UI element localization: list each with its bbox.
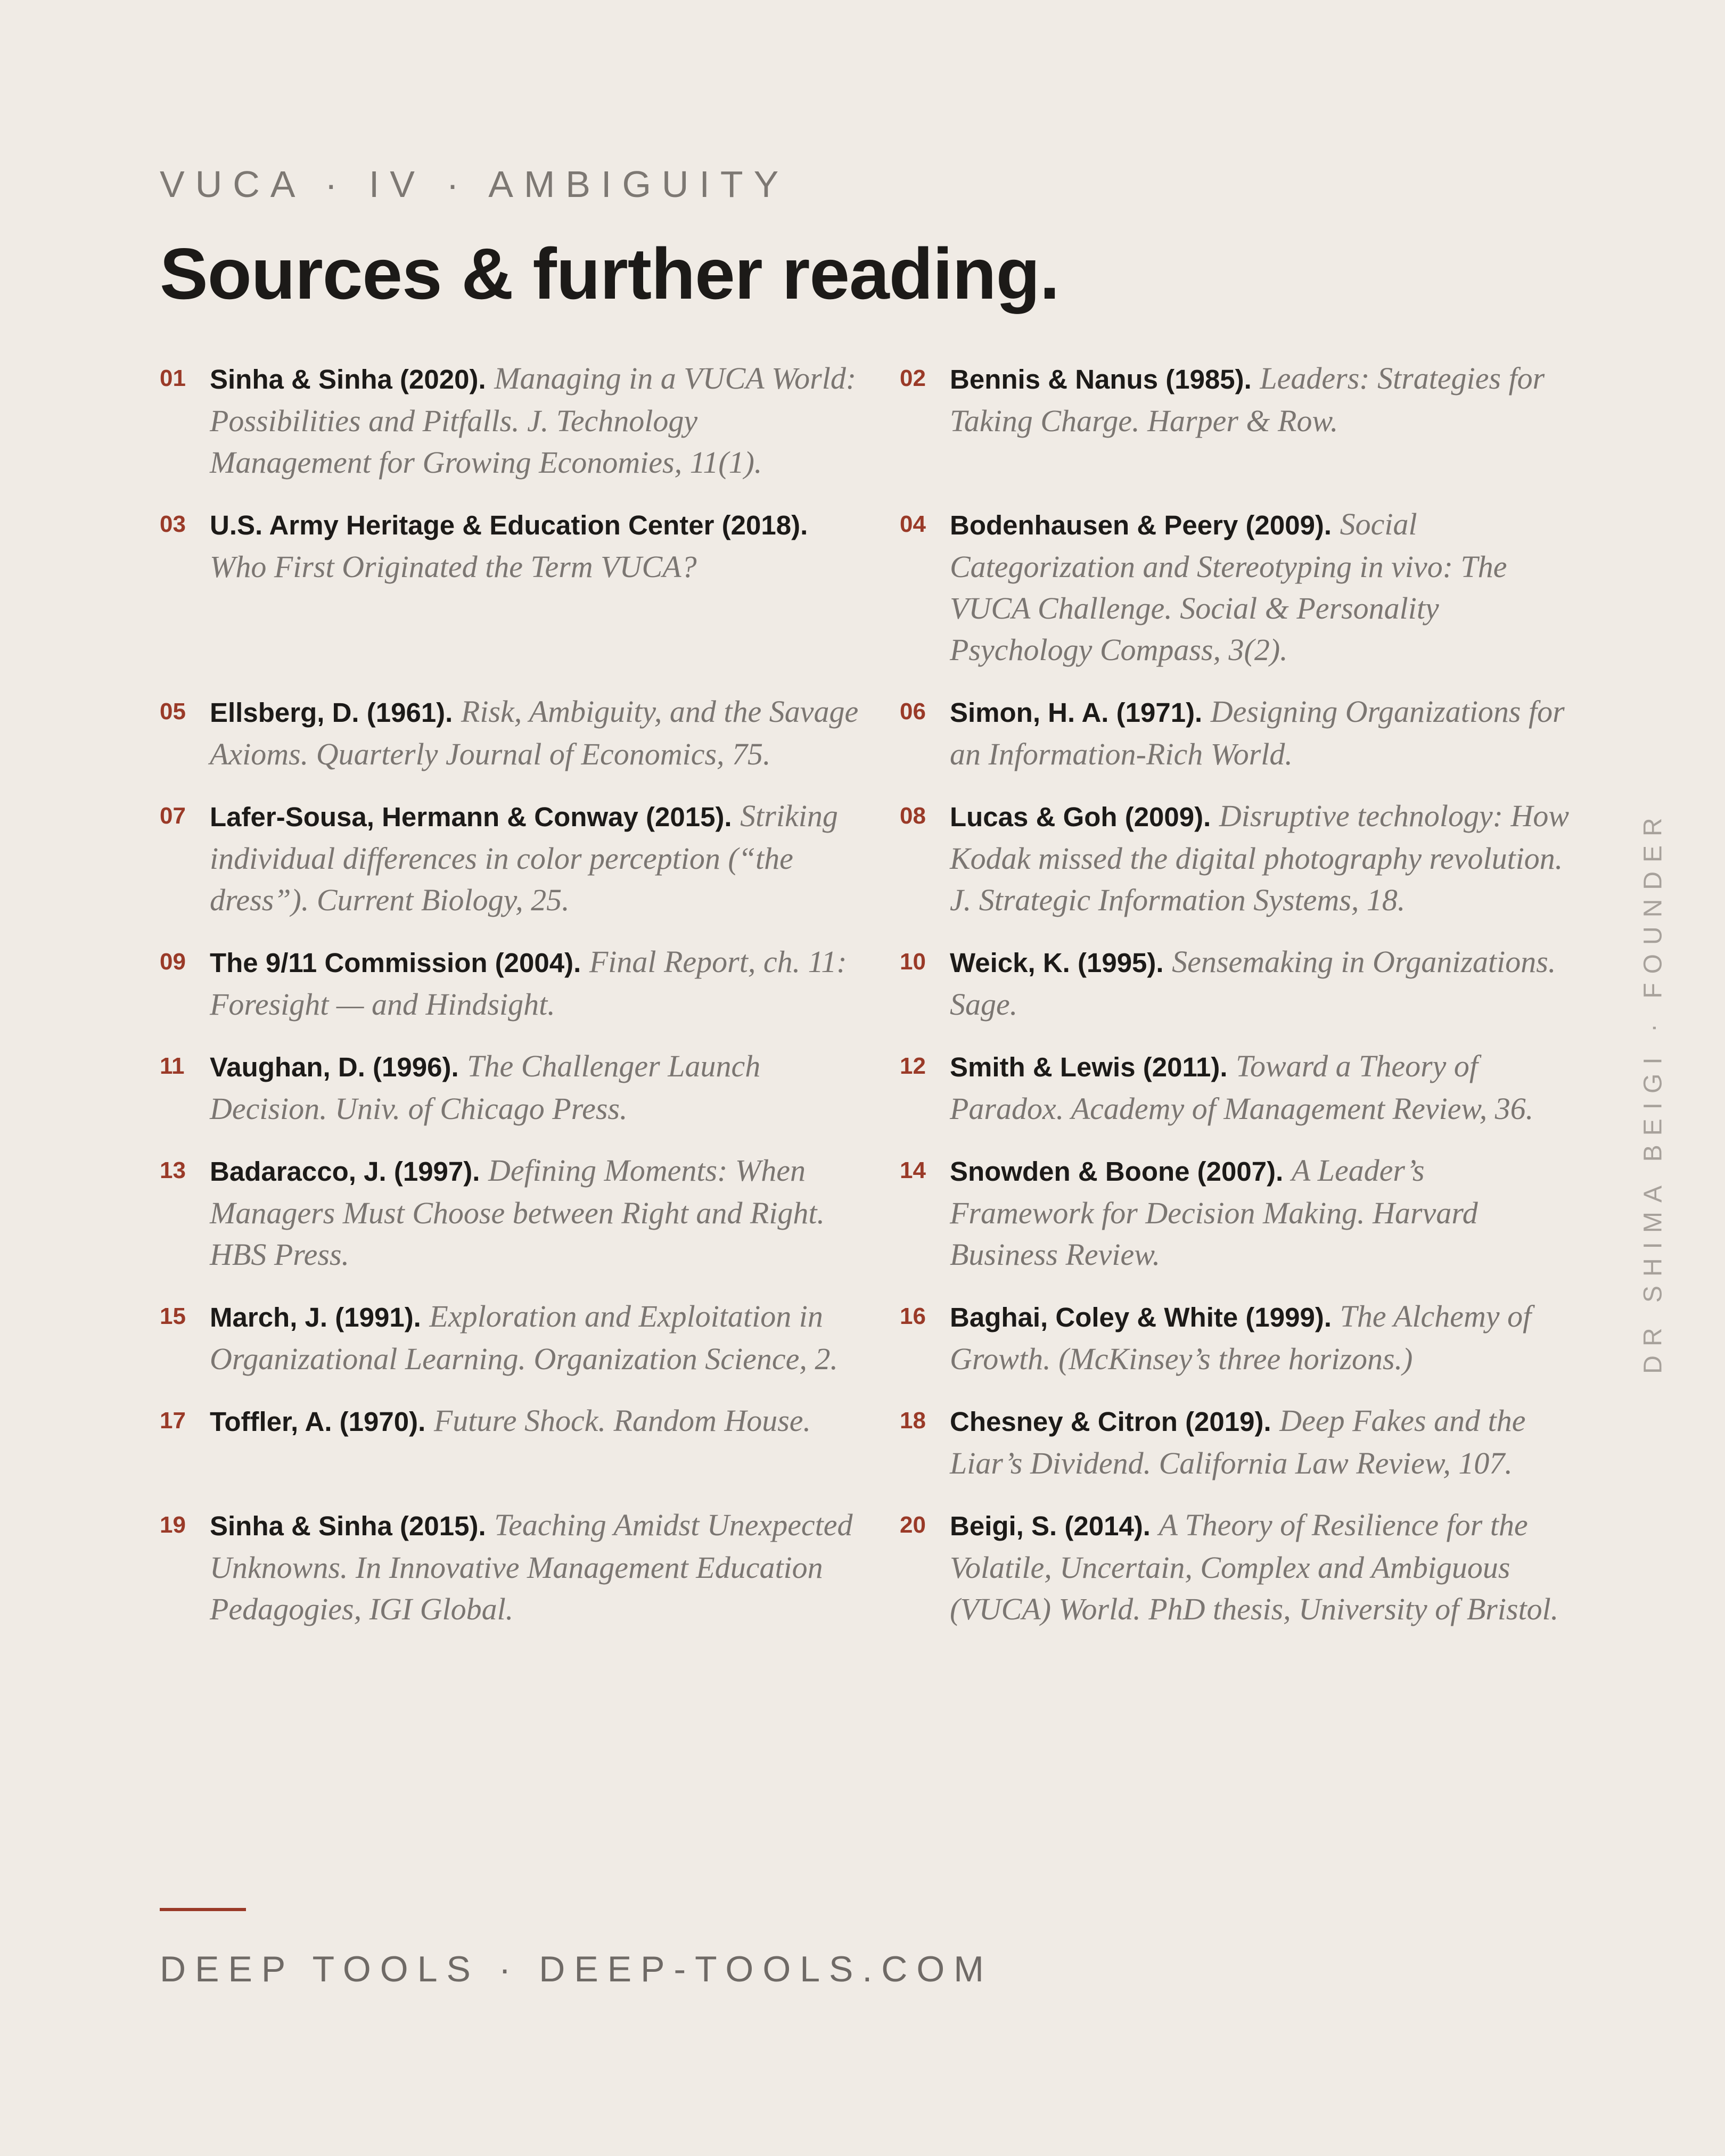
references-list	[160, 358, 1576, 1650]
reference-item	[900, 1150, 1576, 1276]
reference-author: Sinha & Sinha (2020).	[210, 364, 486, 394]
reference-number: 11	[160, 1053, 185, 1079]
reference-item	[160, 1150, 900, 1276]
reference-number: 16	[900, 1303, 926, 1329]
reference-title: Future Shock. Random House.	[433, 1403, 811, 1438]
reference-text	[210, 691, 862, 775]
reference-title: Managing in a VUCA World: Possibilities and Pitfalls. J. Technology Management for Growing Economies, 11(1).	[210, 361, 857, 480]
reference-title: Disruptive technology: How Kodak missed the digital photography revolution. J. Strategic Information Systems, 18.	[950, 799, 1570, 917]
reference-number: 04	[900, 511, 926, 537]
footer-divider	[160, 1908, 246, 1911]
footer-brand: DEEP TOOLS · DEEP-TOOLS.COM	[160, 1949, 993, 1989]
reference-item	[900, 504, 1576, 671]
reference-title: Risk, Ambiguity, and the Savage Axioms. Quarterly Journal of Economics, 75.	[210, 694, 859, 771]
reference-title: Who First Originated the Term VUCA?	[210, 549, 697, 584]
reference-title: Leaders: Strategies for Taking Charge. Harper & Row.	[950, 361, 1545, 438]
page-title: Sources & further reading.	[160, 233, 1059, 314]
reference-author: Toffler, A. (1970).	[210, 1406, 426, 1437]
reference-text	[210, 941, 862, 1025]
reference-text	[950, 1296, 1576, 1380]
reference-text	[950, 941, 1576, 1025]
reference-text	[210, 1400, 862, 1484]
reference-item	[900, 691, 1576, 775]
reference-text	[950, 1504, 1576, 1630]
reference-author: Badaracco, J. (1997).	[210, 1156, 480, 1187]
side-label: DR SHIMA BEIGI · FOUNDER	[1639, 809, 1668, 1374]
reference-row	[160, 504, 1576, 671]
reference-author: Weick, K. (1995).	[950, 948, 1164, 978]
reference-row	[160, 1400, 1576, 1484]
reference-author: Chesney & Citron (2019).	[950, 1406, 1271, 1437]
reference-title: Deep Fakes and the Liar’s Dividend. California Law Review, 107.	[950, 1403, 1526, 1480]
reference-row	[160, 1046, 1576, 1130]
reference-text	[950, 691, 1576, 775]
reference-number: 02	[900, 365, 926, 391]
reference-title: Striking individual differences in color perception (“the dress”). Current Biology, 25.	[210, 799, 838, 917]
reference-number: 14	[900, 1157, 926, 1183]
reference-author: Beigi, S. (2014).	[950, 1511, 1151, 1541]
reference-author: The 9/11 Commission (2004).	[210, 948, 581, 978]
reference-title: The Alchemy of Growth. (McKinsey’s three horizons.)	[950, 1299, 1532, 1376]
reference-item	[160, 1504, 900, 1630]
reference-number: 18	[900, 1408, 926, 1434]
reference-number: 19	[160, 1512, 186, 1538]
reference-text	[210, 504, 862, 671]
reference-author: U.S. Army Heritage & Education Center (2018).	[210, 510, 808, 540]
reference-author: Bennis & Nanus (1985).	[950, 364, 1252, 394]
reference-title: Designing Organizations for an Information-Rich World.	[950, 694, 1565, 771]
reference-number: 05	[160, 698, 186, 725]
reference-item	[900, 358, 1576, 483]
reference-author: March, J. (1991).	[210, 1302, 421, 1332]
reference-title: Final Report, ch. 11: Foresight — and Hindsight.	[210, 944, 847, 1022]
reference-text	[210, 795, 862, 921]
reference-author: Simon, H. A. (1971).	[950, 697, 1203, 728]
reference-title: Toward a Theory of Paradox. Academy of Management Review, 36.	[950, 1049, 1534, 1126]
reference-number: 17	[160, 1408, 186, 1434]
reference-title: The Challenger Launch Decision. Univ. of Chicago Press.	[210, 1049, 761, 1126]
reference-number: 06	[900, 698, 926, 725]
reference-row	[160, 941, 1576, 1025]
reference-number: 07	[160, 803, 186, 829]
reference-text	[210, 1296, 862, 1380]
reference-text	[950, 358, 1576, 483]
reference-text	[950, 795, 1576, 921]
reference-item	[160, 1046, 900, 1130]
reference-text	[210, 358, 862, 483]
reference-item	[900, 1046, 1576, 1130]
reference-title: A Theory of Resilience for the Volatile, Uncertain, Complex and Ambiguous (VUCA) World. PhD thesis, University of Bristol.	[950, 1508, 1559, 1626]
reference-item	[160, 358, 900, 483]
reference-text	[950, 504, 1576, 671]
reference-author: Vaughan, D. (1996).	[210, 1052, 459, 1082]
reference-author: Baghai, Coley & White (1999).	[950, 1302, 1332, 1332]
reference-text	[210, 1046, 862, 1130]
reference-author: Bodenhausen & Peery (2009).	[950, 510, 1332, 540]
reference-row	[160, 1296, 1576, 1380]
reference-number: 08	[900, 803, 926, 829]
reference-text	[950, 1046, 1576, 1130]
reference-text	[210, 1504, 862, 1630]
reference-author: Sinha & Sinha (2015).	[210, 1511, 486, 1541]
reference-number: 13	[160, 1157, 186, 1183]
reference-text	[950, 1400, 1576, 1484]
reference-author: Smith & Lewis (2011).	[950, 1052, 1228, 1082]
reference-number: 03	[160, 511, 186, 537]
reference-item	[900, 941, 1576, 1025]
reference-text	[950, 1150, 1576, 1276]
reference-row	[160, 1150, 1576, 1276]
reference-row	[160, 691, 1576, 775]
reference-number: 20	[900, 1512, 926, 1538]
reference-row	[160, 795, 1576, 921]
reference-author: Lafer-Sousa, Hermann & Conway (2015).	[210, 802, 732, 832]
reference-item	[900, 1296, 1576, 1380]
reference-item	[160, 1296, 900, 1380]
reference-title: Exploration and Exploitation in Organizational Learning. Organization Science, 2.	[210, 1299, 838, 1376]
reference-author: Snowden & Boone (2007).	[950, 1156, 1284, 1187]
reference-title: Social Categorization and Stereotyping in vivo: The VUCA Challenge. Social & Personality Psychology Compass, 3(2).	[950, 507, 1507, 667]
reference-item	[900, 1504, 1576, 1630]
reference-item	[160, 691, 900, 775]
reference-title: A Leader’s Framework for Decision Making. Harvard Business Review.	[950, 1153, 1478, 1272]
eyebrow: VUCA · IV · AMBIGUITY	[160, 163, 790, 205]
reference-number: 10	[900, 949, 926, 975]
reference-author: Ellsberg, D. (1961).	[210, 697, 453, 728]
reference-text	[210, 1150, 862, 1276]
reference-item	[160, 795, 900, 921]
reference-row	[160, 358, 1576, 483]
reference-title: Defining Moments: When Managers Must Choose between Right and Right. HBS Press.	[210, 1153, 825, 1272]
reference-title: Teaching Amidst Unexpected Unknowns. In Innovative Management Education Pedagogies, IGI Global.	[210, 1508, 853, 1626]
reference-item	[160, 941, 900, 1025]
reference-title: Sensemaking in Organizations. Sage.	[950, 944, 1556, 1022]
reference-item	[900, 795, 1576, 921]
reference-author: Lucas & Goh (2009).	[950, 802, 1211, 832]
reference-number: 15	[160, 1303, 186, 1329]
reference-item	[160, 1400, 900, 1484]
reference-number: 12	[900, 1053, 926, 1079]
reference-item	[160, 504, 900, 671]
reference-number: 01	[160, 365, 186, 391]
reference-number: 09	[160, 949, 186, 975]
reference-item	[900, 1400, 1576, 1484]
reference-row	[160, 1504, 1576, 1630]
